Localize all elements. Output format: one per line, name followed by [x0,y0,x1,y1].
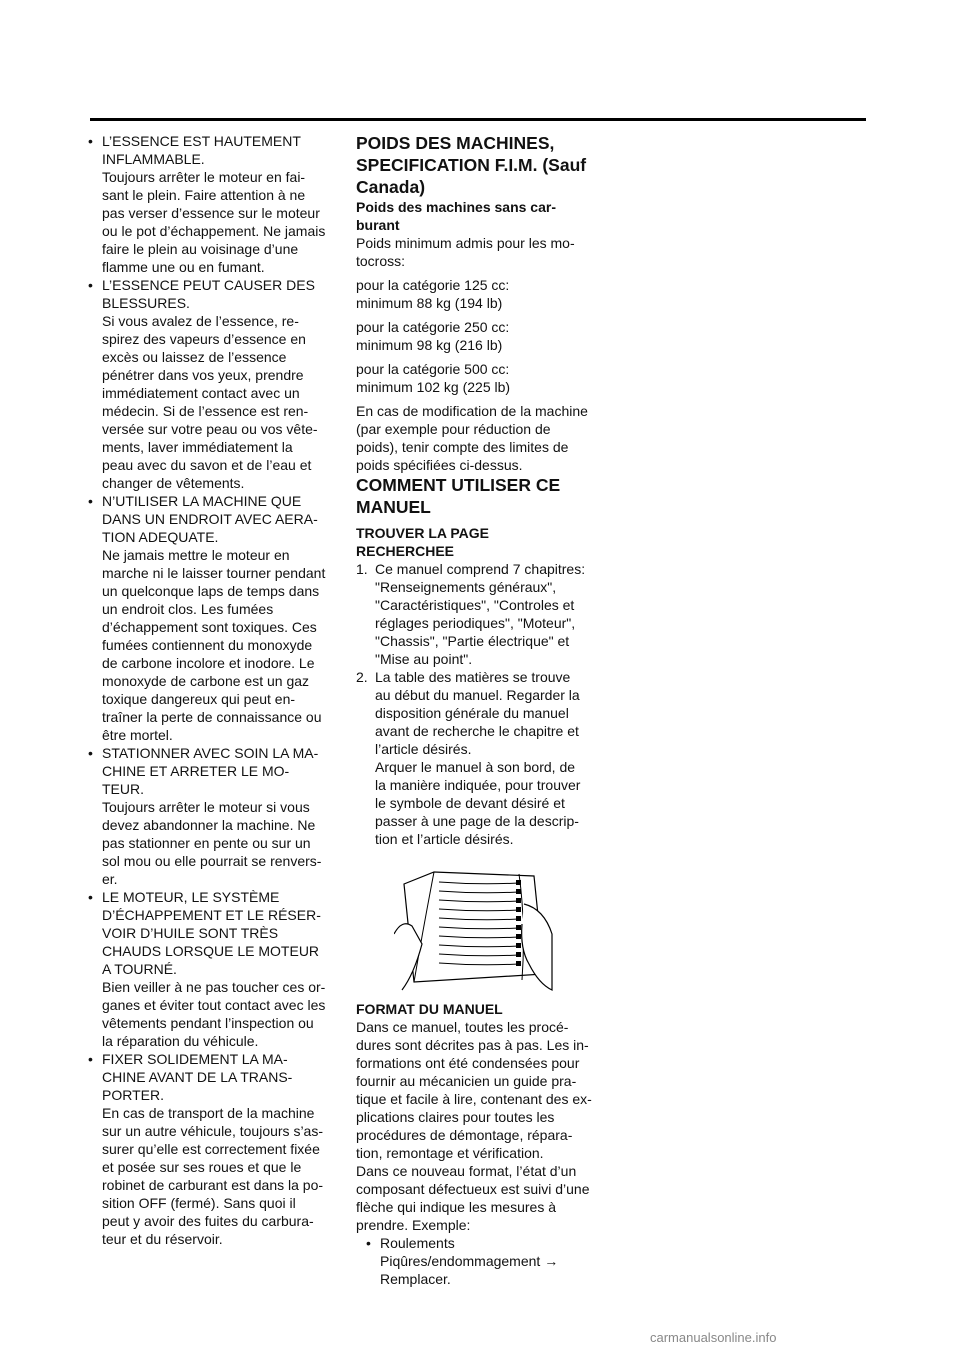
step-number: 1. [356,561,368,577]
bullet-line: pénétrer dans vos yeux, prendre [102,367,304,383]
step-line: au début du manuel. Regarder la [375,687,580,703]
step-line: l’article désirés. [375,741,472,757]
subheading: RECHERCHEE [356,543,455,559]
bullet-line: faire le plein au voisinage d’une [102,241,299,257]
bullet-dot: • [88,745,93,761]
bullet-line: sition OFF (fermé). Sans quoi il [102,1195,296,1211]
body-line: Dans ce nouveau format, l’état d’un [356,1163,577,1179]
step-line: "Caractéristiques", "Controles et [375,597,575,613]
bullet-line: CHINE AVANT DE LA TRANS- [102,1069,293,1085]
section-heading: MANUEL [356,497,431,517]
manual-section [356,474,608,1288]
example-line: Piqûres/endommagement → [380,1253,559,1269]
bullet-line: peut y avoir des fuites du carbura- [102,1213,314,1229]
bullet-line: sol mou ou elle pourrait se renvers- [102,853,322,869]
bullet-line: CHINE ET ARRETER LE MO- [102,763,290,779]
bullet-line: immédiatement contact avec un [102,385,300,401]
bullet-line: excès ou laissez de l’essence [102,349,287,365]
bullet-line: de carbone incolore et inodore. Le [102,655,315,671]
bullet-line: surer qu’elle est correctement fixée [102,1141,320,1157]
category-label: pour la catégorie 125 cc: [356,277,510,293]
section-heading: COMMENT UTILISER CE [356,475,561,495]
bullet-line: Toujours arrêter le moteur si vous [102,799,310,815]
body-line: dures sont décrites pas à pas. Les in- [356,1037,589,1053]
bullet-line: versée sur votre peau ou vos vête- [102,421,318,437]
bullet-line: fumées contiennent du monoxyde [102,637,313,653]
bullet-line: traîner la perte de connaissance ou [102,709,322,725]
category-value: minimum 88 kg (194 lb) [356,295,503,311]
bullet-line: Si vous avalez de l’essence, re- [102,313,299,329]
body-line: composant défectueux est suivi d’une [356,1181,590,1197]
step-line: Arquer le manuel à son bord, de [375,759,576,775]
body-line: Dans ce manuel, toutes les procé- [356,1019,569,1035]
warning-bullet [88,276,338,492]
step-line: La table des matières se trouve [375,669,571,685]
example-bullet [366,1234,608,1288]
bullet-line: L’ESSENCE PEUT CAUSER DES [102,277,315,293]
bullet-line: changer de vêtements. [102,475,245,491]
bullet-line: peau avec du savon et de l’eau et [102,457,312,473]
warning-bullet [88,744,338,888]
step-line: "Renseignements généraux", [375,579,557,595]
bullet-line: PORTER. [102,1087,164,1103]
category-label: pour la catégorie 250 cc: [356,319,510,335]
bullet-line: devez abandonner la machine. Ne [102,817,316,833]
step-line: le symbole de devant désiré et [375,795,565,811]
bullet-line: sur un autre véhicule, toujours s’as- [102,1123,323,1139]
subheading: TROUVER LA PAGE [356,525,490,541]
bullet-line: flamme une ou en fumant. [102,259,265,275]
warning-bullet [88,888,338,1050]
section-heading: SPECIFICATION F.I.M. (Sauf [356,155,587,175]
bullet-line: D’ÉCHAPPEMENT ET LE RÉSER- [102,907,321,923]
body-line: formations ont été condensées pour [356,1055,580,1071]
bullet-line: A TOURNÉ. [102,961,177,977]
subheading: FORMAT DU MANUEL [356,1001,503,1017]
bullet-dot: • [88,133,93,149]
warning-bullet [88,492,338,744]
body-line: prendre. Exemple: [356,1217,471,1233]
bullet-line: TION ADEQUATE. [102,529,219,545]
bullet-line: er. [102,871,118,887]
step-line: Ce manuel comprend 7 chapitres: [375,561,586,577]
step-line: avant de recherche le chapitre et [375,723,579,739]
left-column [88,132,338,1248]
bullet-line: monoxyde de carbone est un gaz [102,673,310,689]
warning-bullet [88,1050,338,1248]
step-number: 2. [356,669,368,685]
bullet-line: L’ESSENCE EST HAUTEMENT [102,133,301,149]
bullet-line: VOIR D’HUILE SONT TRÈS [102,925,279,941]
bullet-line: marche ni le laisser tourner pendant [102,565,326,581]
step-line: la manière indiquée, pour trouver [375,777,581,793]
bullet-line: un quelconque laps de temps dans [102,583,320,599]
bullet-line: vêtements pendant l’inspection ou [102,1015,314,1031]
body-line: tocross: [356,253,406,269]
example-item: Roulements [380,1235,455,1251]
bullet-line: ganes et éviter tout contact avec les [102,997,326,1013]
step-line: réglages periodiques", "Moteur", [375,615,576,631]
bullet-line: la réparation du véhicule. [102,1033,259,1049]
body-line: (par exemple pour réduction de [356,421,551,437]
bullet-line: pas verser d’essence sur le moteur [102,205,320,221]
bullet-line: spirez des vapeurs d’essence en [102,331,306,347]
bullet-line: Bien veiller à ne pas toucher ces or- [102,979,326,995]
header-rule [90,118,866,121]
body-line: procédures de démontage, répara- [356,1127,573,1143]
bullet-line: INFLAMMABLE. [102,151,205,167]
section-heading: POIDS DES MACHINES, [356,133,555,153]
category-value: minimum 102 kg (225 lb) [356,379,511,395]
bullet-line: LE MOTEUR, LE SYSTÈME [102,889,280,905]
bullet-line: N’UTILISER LA MACHINE QUE [102,493,302,509]
numbered-step [356,668,608,848]
bullet-line: BLESSURES. [102,295,190,311]
right-column [356,132,608,1288]
body-line: flèche qui indique les mesures à [356,1199,557,1215]
bullet-line: TEUR. [102,781,144,797]
step-line: "Mise au point". [375,651,473,667]
bullet-dot: • [366,1235,371,1251]
body-line: poids spécifiées ci-dessus. [356,457,523,473]
body-line: plications claires pour toutes les [356,1109,555,1125]
body-line: fournir au mécanicien un guide pra- [356,1073,577,1089]
bullet-line: pas stationner en pente ou sur un [102,835,311,851]
bullet-line: toxique dangereux qui peut en- [102,691,296,707]
watermark: carmanualsonline.info [650,1330,777,1345]
bullet-line: et posée sur ses roues et que le [102,1159,302,1175]
bullet-line: Ne jamais mettre le moteur en [102,547,290,563]
step-line: tion et l’article désirés. [375,831,514,847]
bullet-line: sant le plein. Faire attention à ne [102,187,306,203]
bullet-line: DANS UN ENDROIT AVEC AERA- [102,511,318,527]
step-line: disposition générale du manuel [375,705,569,721]
bullet-line: robinet de carburant est dans la po- [102,1177,324,1193]
body-line: En cas de modification de la machine [356,403,588,419]
bullet-dot: • [88,493,93,509]
bullet-dot: • [88,1051,93,1067]
body-line: Poids minimum admis pour les mo- [356,235,575,251]
subheading: burant [356,217,400,233]
step-line: "Chassis", "Partie électrique" et [375,633,570,649]
bullet-line: d’échappement sont toxiques. Ces [102,619,317,635]
bullet-line: ments, laver immédiatement la [102,439,293,455]
subheading: Poids des machines sans car- [356,199,556,215]
bullet-line: ou le pot d’échappement. Ne jamais [102,223,326,239]
bullet-dot: • [88,277,93,293]
bullet-line: un endroit clos. Les fumées [102,601,274,617]
example-line: Remplacer. [380,1271,451,1287]
body-line: poids), tenir compte des limites de [356,439,569,455]
step-line: passer à une page de la descrip- [375,813,579,829]
warning-bullet [88,132,338,276]
body-line: tique et facile à lire, contenant des ex- [356,1091,592,1107]
manual-illustration [394,864,554,994]
bullet-dot: • [88,889,93,905]
section-heading: Canada) [356,177,426,197]
category-value: minimum 98 kg (216 lb) [356,337,503,353]
bullet-line: Toujours arrêter le moteur en fai- [102,169,306,185]
bullet-line: En cas de transport de la machine [102,1105,315,1121]
category-label: pour la catégorie 500 cc: [356,361,510,377]
bullet-line: médecin. Si de l’essence est ren- [102,403,309,419]
bullet-line: CHAUDS LORSQUE LE MOTEUR [102,943,320,959]
bullet-line: être mortel. [102,727,173,743]
bullet-line: teur et du réservoir. [102,1231,223,1247]
bullet-line: STATIONNER AVEC SOIN LA MA- [102,745,319,761]
body-line: tion, remontage et vérification. [356,1145,544,1161]
numbered-step [356,560,608,668]
bullet-line: FIXER SOLIDEMENT LA MA- [102,1051,288,1067]
weights-section [356,132,608,474]
